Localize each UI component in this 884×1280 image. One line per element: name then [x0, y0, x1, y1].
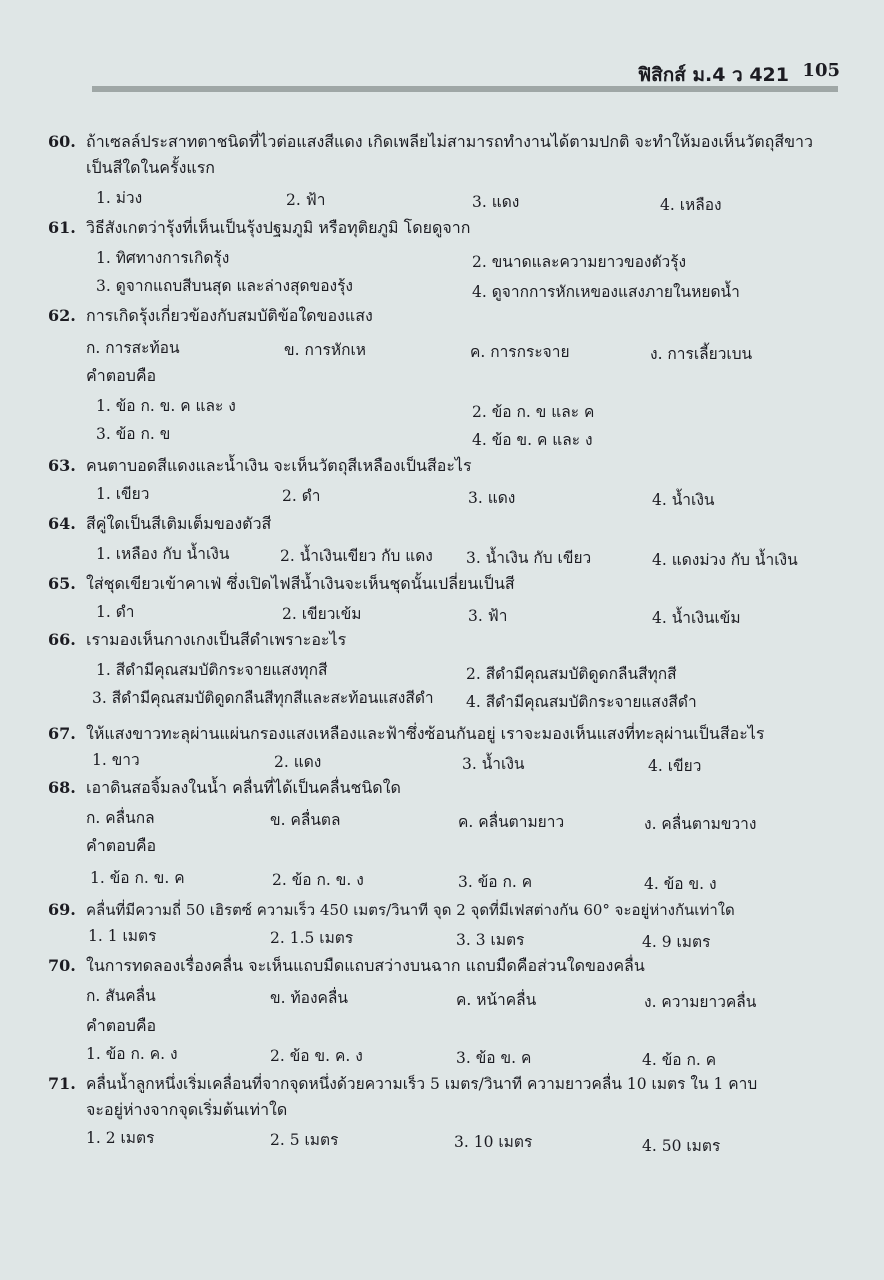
question-number: 68. [48, 778, 76, 797]
option: 4. น้ำเงินเข้ม [652, 609, 741, 627]
option: 1. ขาว [92, 751, 140, 769]
sub-item: ก. คลื่นกล [86, 809, 155, 827]
option: 3. ข้อ ก. ข [96, 425, 171, 443]
option: 2. แดง [274, 753, 322, 771]
option: 3. 3 เมตร [456, 931, 525, 949]
option: 3. น้ำเงิน [462, 755, 525, 773]
question-stem: คลื่นที่มีความถี่ 50 เฮิรตซ์ ความเร็ว 450 เมตร/วินาที จุด 2 จุดที่มีเฟสต่างกัน 60° จะอยู่ห่างกันเท่าใด [86, 901, 735, 919]
sub-item: ค. การกระจาย [470, 343, 570, 361]
question-stem: ในการทดลองเรื่องคลื่น จะเห็นแถบมืดแถบสว่างบนฉาก แถบมืดคือส่วนใดของคลื่น [86, 956, 645, 975]
question-stem: เรามองเห็นกางเกงเป็นสีดำเพราะอะไร [86, 630, 347, 649]
question-number: 66. [48, 630, 76, 649]
answer-label: คำตอบคือ [86, 366, 157, 385]
option: 1. เหลือง กับ น้ำเงิน [96, 545, 230, 563]
question-stem: คนตาบอดสีแดงและน้ำเงิน จะเห็นวัตถุสีเหลืองเป็นสีอะไร [86, 456, 472, 475]
option: 4. แดงม่วง กับ น้ำเงิน [652, 551, 798, 569]
option: 4. ข้อ ข. ค และ ง [472, 431, 593, 449]
option: 1. 1 เมตร [88, 927, 157, 945]
option: 2. น้ำเงินเขียว กับ แดง [280, 547, 433, 565]
question-stem: การเกิดรุ้งเกี่ยวข้องกับสมบัติข้อใดของแสง [86, 306, 373, 325]
option: 4. เขียว [648, 757, 702, 775]
option: 2. 5 เมตร [270, 1131, 339, 1149]
option: 3. สีดำมีคุณสมบัติดูดกลืนสีทุกสีและสะท้อนแสงสีดำ [92, 689, 434, 707]
sub-item: ง. คลื่นตามขวาง [644, 815, 757, 833]
option: 1. เขียว [96, 485, 150, 503]
option: 3. น้ำเงิน กับ เขียว [466, 549, 592, 567]
option: 2. ขนาดและความยาวของตัวรุ้ง [472, 253, 687, 271]
question-stem: คลื่นน้ำลูกหนึ่งเริ่มเคลื่อนที่จากจุดหนึ่งด้วยความเร็ว 5 เมตร/วินาที ความยาวคลื่น 10 เมตร ใน 1 คาบ [86, 1075, 758, 1093]
question-number: 65. [48, 574, 76, 593]
option: 1. สีดำมีคุณสมบัติกระจายแสงทุกสี [96, 661, 328, 679]
question-stem: เอาดินสอจิ้มลงในน้ำ คลื่นที่ได้เป็นคลื่นชนิดใด [86, 778, 401, 797]
question-number: 67. [48, 724, 76, 743]
option: 3. ฟ้า [468, 607, 508, 625]
option: 3. แดง [468, 489, 516, 507]
option: 2. เขียวเข้ม [282, 605, 362, 623]
sub-item: ข. ท้องคลื่น [270, 989, 349, 1007]
option: 1. 2 เมตร [86, 1129, 155, 1147]
sub-item: ข. การหักเห [284, 341, 366, 359]
question-stem-continued: จะอยู่ห่างจากจุดเริ่มต้นเท่าใด [86, 1100, 288, 1119]
option: 4. เหลือง [660, 196, 722, 214]
question-number: 64. [48, 514, 76, 533]
question-stem-continued: เป็นสีใดในครั้งแรก [86, 158, 215, 177]
option: 4. สีดำมีคุณสมบัติกระจายแสงสีดำ [466, 693, 697, 711]
option: 1. ดำ [96, 603, 135, 621]
question-stem: ถ้าเซลล์ประสาทตาชนิดที่ไวต่อแสงสีแดง เกิดเพลียไม่สามารถทำงานได้ตามปกติ จะทำให้มองเห็นวัตถุสีขาว [86, 132, 814, 151]
page-number: 105 [802, 60, 840, 81]
question-stem: ให้แสงขาวทะลุผ่านแผ่นกรองแสงเหลืองและฟ้าซึ่งซ้อนกันอยู่ เราจะมองเห็นแสงที่ทะลุผ่านเป็นสีอะไร [86, 724, 765, 743]
question-number: 69. [48, 900, 76, 919]
option: 2. สีดำมีคุณสมบัติดูดกลืนสีทุกสี [466, 665, 677, 683]
option: 3. ดูจากแถบสีบนสุด และล่างสุดของรุ้ง [96, 277, 353, 295]
answer-label: คำตอบคือ [86, 1016, 157, 1035]
question-number: 60. [48, 132, 76, 151]
option: 1. ม่วง [96, 189, 143, 207]
question-number: 63. [48, 456, 76, 475]
question-number: 61. [48, 218, 76, 237]
option: 4. น้ำเงิน [652, 491, 715, 509]
option: 4. ข้อ ข. ง [644, 875, 717, 893]
sub-item: ข. คลื่นตล [270, 811, 341, 829]
question-number: 71. [48, 1074, 76, 1093]
option: 4. ข้อ ก. ค [642, 1051, 717, 1069]
answer-label: คำตอบคือ [86, 836, 157, 855]
sub-item: ค. คลื่นตามยาว [458, 813, 565, 831]
option: 4. 9 เมตร [642, 933, 711, 951]
sub-item: ก. สันคลื่น [86, 987, 156, 1005]
header-rule [92, 86, 838, 92]
running-title: ฟิสิกส์ ม.4 ว 421 [637, 64, 789, 86]
question-number: 70. [48, 956, 76, 975]
question-stem: วิธีสังเกตว่ารุ้งที่เห็นเป็นรุ้งปฐมภูมิ หรือทุติยภูมิ โดยดูจาก [86, 218, 471, 237]
option: 2. ดำ [282, 487, 321, 505]
option: 3. ข้อ ข. ค [456, 1049, 532, 1067]
option: 3. 10 เมตร [454, 1133, 533, 1151]
sub-item: ง. ความยาวคลื่น [644, 993, 757, 1011]
option: 2. ข้อ ก. ข. ง [272, 871, 364, 889]
question-stem: ใส่ชุดเขียวเข้าคาเฟ่ ซึ่งเปิดไฟสีน้ำเงินจะเห็นชุดนั้นเปลี่ยนเป็นสี [86, 574, 515, 593]
option: 3. แดง [472, 193, 520, 211]
option: 4. 50 เมตร [642, 1137, 721, 1155]
option: 1. ข้อ ก. ข. ค และ ง [96, 397, 236, 415]
option: 2. ข้อ ก. ข และ ค [472, 403, 595, 421]
option: 1. ข้อ ก. ข. ค [90, 869, 185, 887]
option: 3. ข้อ ก. ค [458, 873, 533, 891]
sub-item: ง. การเลี้ยวเบน [650, 345, 753, 363]
sub-item: ค. หน้าคลื่น [456, 991, 537, 1009]
option: 1. ทิศทางการเกิดรุ้ง [96, 249, 230, 267]
question-stem: สีคู่ใดเป็นสีเติมเต็มของตัวสี [86, 514, 272, 533]
question-number: 62. [48, 306, 76, 325]
option: 2. 1.5 เมตร [270, 929, 354, 947]
option: 2. ข้อ ข. ค. ง [270, 1047, 363, 1065]
option: 1. ข้อ ก. ค. ง [86, 1045, 178, 1063]
sub-item: ก. การสะท้อน [86, 339, 180, 357]
option: 4. ดูจากการหักเหของแสงภายในหยดน้ำ [472, 283, 740, 301]
option: 2. ฟ้า [286, 191, 326, 209]
